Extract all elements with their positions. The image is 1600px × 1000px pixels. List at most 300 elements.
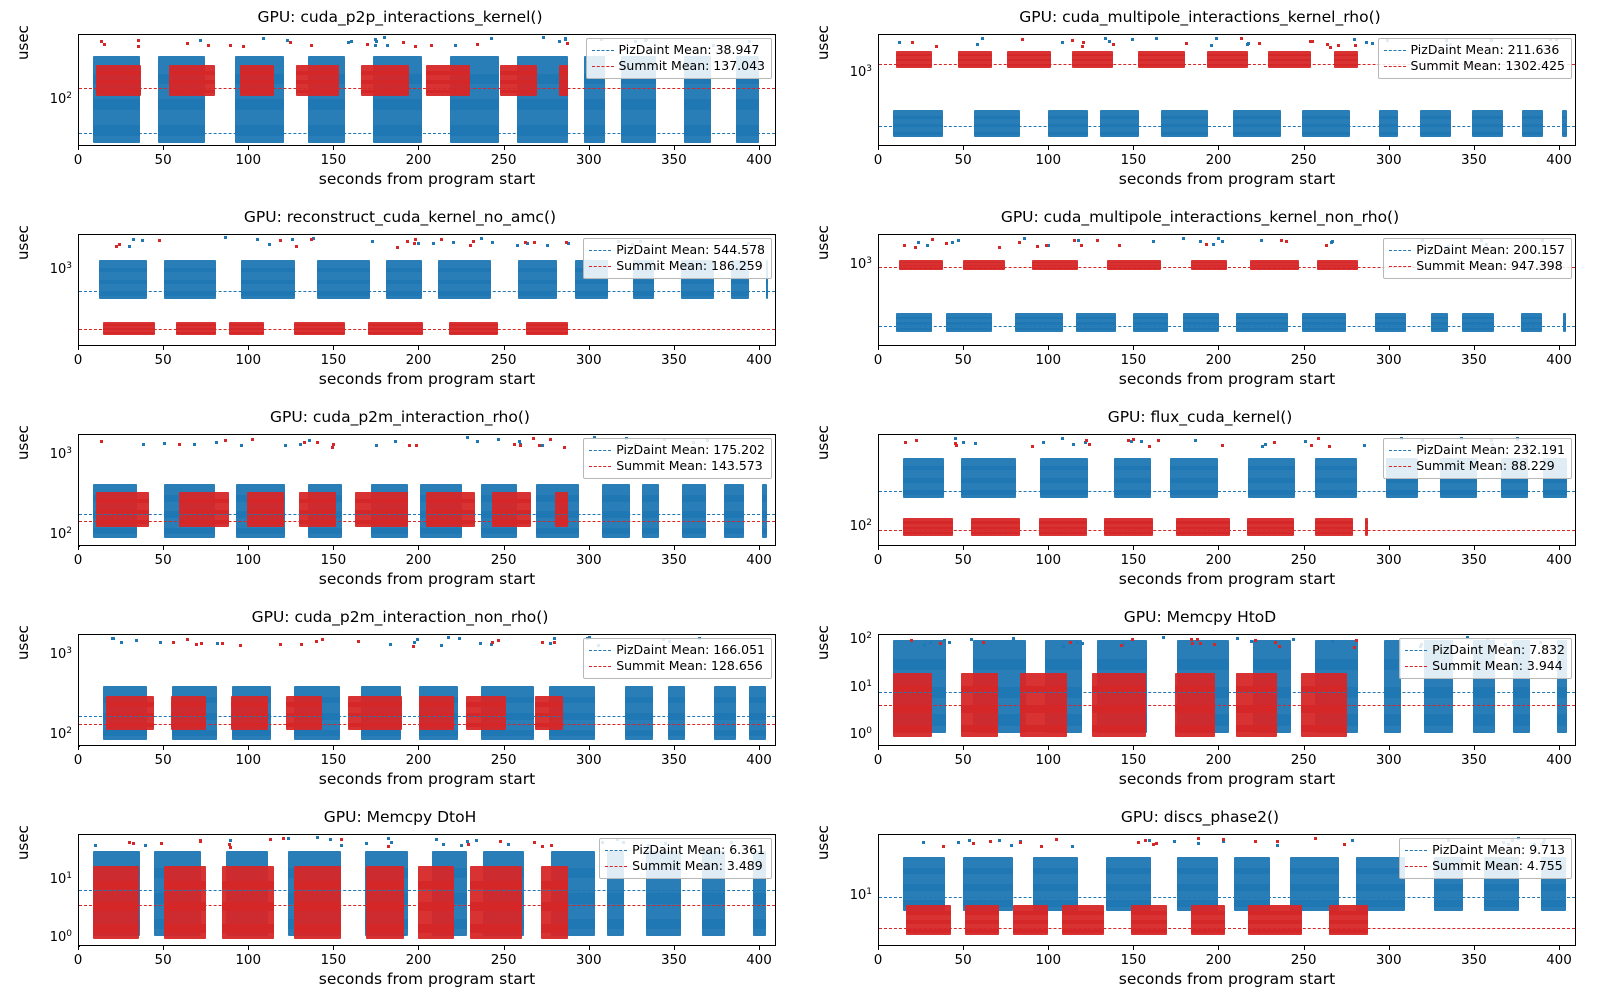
y-tick-label: $10^3$ [49,446,72,463]
outlier-point [1247,42,1250,45]
data-cluster-band [294,881,341,890]
outlier-point [491,641,494,644]
outlier-point [989,840,992,843]
data-cluster-band [308,528,342,534]
chart-panel [800,600,1600,800]
x-tick [963,546,964,550]
outlier-point [375,444,378,447]
data-cluster-band [222,881,274,890]
data-cluster-band [646,893,681,903]
data-cluster-band [903,868,946,874]
x-axis-label: seconds from program start [318,570,536,588]
data-cluster-band [559,90,568,94]
outlier-point [1173,840,1176,843]
data-cluster-band [1329,911,1368,915]
outlier-point [553,637,556,640]
outlier-point [215,441,218,444]
dashed-red-line-icon [589,666,611,667]
data-cluster-band [958,54,992,56]
data-cluster-band [1247,532,1294,534]
chart-panel [800,800,1600,1000]
outlier-point [970,638,973,641]
y-axis-label: usec [814,225,832,260]
outlier-point [962,441,965,444]
data-cluster-band [317,268,370,273]
axes-frame [878,834,1576,946]
x-tick-label: 50 [954,352,972,368]
data-cluster-band [296,90,339,94]
data-cluster-band [1557,714,1567,725]
x-tick-label: 400 [1546,552,1572,568]
x-tick-label: 350 [660,352,687,368]
data-cluster-band [1420,116,1451,119]
legend-item-summit [589,458,765,474]
outlier-point [1328,445,1331,448]
data-cluster-band [1302,317,1346,319]
data-cluster-band [642,495,659,501]
x-tick-label: 300 [1375,152,1402,168]
y-tick-label: $10^1$ [49,870,72,888]
y-tick-label: $10^2$ [49,725,72,742]
x-tick-label: 50 [154,152,172,168]
legend-item-pizdaint [1405,642,1565,658]
data-cluster-band [232,730,271,737]
outlier-point [1278,645,1281,648]
x-tick-label: 400 [746,952,772,968]
outlier-point [968,839,971,842]
outlier-point [350,40,353,43]
outlier-point [239,644,242,647]
data-cluster-band [235,99,283,109]
outlier-point [524,241,527,244]
data-cluster-band [1177,868,1218,874]
outlier-point [310,44,313,47]
data-cluster-band [361,730,401,737]
pizdaint-mean-line [79,514,775,515]
x-tick-label: 300 [575,552,602,568]
data-cluster-band [1384,714,1401,725]
data-cluster-band [1045,659,1082,670]
legend[interactable] [1383,238,1572,279]
outlier-point [1197,842,1200,845]
x-tick [674,146,675,150]
data-cluster-band [93,528,137,534]
data-cluster-band [971,521,1020,523]
outlier-point [1062,645,1065,648]
x-tick-label: 200 [405,152,432,168]
x-tick-label: 350 [660,552,687,568]
outlier-point [137,39,140,42]
data-cluster-band [481,730,534,737]
data-cluster-band [368,332,423,334]
outlier-point [287,837,290,840]
data-cluster-band [965,911,999,915]
data-cluster-band [1522,132,1544,135]
data-cluster-band [1472,116,1503,119]
data-cluster-band [426,499,475,503]
outlier-point [499,840,502,843]
x-tick-label: 400 [746,152,772,168]
legend-item-pizdaint [589,442,765,458]
outlier-point [491,241,494,244]
data-cluster-band [762,495,767,501]
plot-area [849,631,1576,768]
summit-mean-line [79,724,775,725]
data-cluster-band [1015,317,1063,319]
data-cluster-band [1161,132,1208,135]
legend[interactable] [583,238,772,279]
data-cluster-band [893,659,947,670]
data-cluster-band [1104,532,1153,534]
x-tick [878,946,879,950]
x-tick [674,946,675,950]
outlier-point [396,246,399,249]
data-cluster-band [466,702,506,706]
x-tick-label: 250 [490,152,517,168]
x-tick-label: 350 [1460,952,1487,968]
data-cluster-band [247,499,284,503]
data-cluster-band [366,902,405,911]
data-cluster-band [470,902,522,911]
x-tick-label: 300 [575,352,602,368]
panel-title: GPU: cuda_p2p_interactions_kernel() [257,8,543,26]
outlier-point [553,641,556,644]
data-cluster-band [93,902,139,911]
data-cluster-band [299,499,336,503]
pizdaint-mean-line [79,291,775,292]
data-cluster-band [1473,714,1496,725]
data-cluster-band [229,332,264,334]
data-cluster-band [241,280,295,285]
data-cluster-band [1315,527,1353,529]
outlier-point [1148,445,1151,448]
data-cluster-band [903,466,944,471]
x-tick [1474,746,1475,750]
legend-item-pizdaint [589,242,765,258]
legend[interactable] [586,38,773,79]
outlier-point [221,642,224,645]
data-cluster-band [753,919,766,929]
x-tick [1474,546,1475,550]
data-cluster-band [164,280,215,285]
data-cluster-band [906,920,951,924]
dashed-blue-line-icon [592,50,614,51]
panel-title: GPU: reconstruct_cuda_kernel_no_amc() [243,208,557,226]
summit-mean-line [879,705,1575,706]
outlier-point [331,446,334,449]
data-cluster-band [682,495,706,501]
outlier-point [454,44,457,47]
data-cluster-band [438,280,491,285]
outlier-point [1325,244,1328,247]
outlier-point [1343,843,1346,846]
outlier-point [1072,443,1075,446]
data-cluster-band [1013,929,1048,933]
data-cluster-band [236,528,285,534]
data-cluster-band [426,71,470,75]
data-cluster-band [93,881,139,890]
x-tick-label: 0 [73,352,83,368]
x-tick-label: 150 [1120,752,1147,768]
outlier-point [475,839,478,842]
data-cluster-band [1013,911,1048,915]
outlier-point [1254,840,1257,843]
data-cluster-band [1521,322,1542,324]
x-tick [1133,546,1134,550]
x-tick [759,346,760,350]
outlier-point [1310,444,1313,447]
outlier-point [371,240,374,243]
outlier-point [268,243,271,246]
legend[interactable] [1383,438,1572,479]
legend[interactable] [583,438,772,479]
outlier-point [1280,239,1283,242]
data-cluster-band [584,99,605,109]
summit-mean-line [79,521,775,522]
data-cluster-band [1253,659,1291,670]
data-cluster-band [481,528,517,534]
data-cluster-band [1379,132,1398,135]
outlier-point [929,641,932,644]
outlier-point [480,237,483,240]
legend[interactable] [583,638,772,679]
x-tick-label: 250 [1290,352,1317,368]
x-tick [589,546,590,550]
data-cluster-band [1334,59,1358,61]
outlier-point [472,240,475,243]
x-tick-label: 150 [320,152,347,168]
outlier-point [565,241,568,244]
data-cluster-band [559,71,568,75]
data-cluster-band [535,702,563,706]
outlier-point [1354,44,1357,47]
data-cluster-band [164,291,215,296]
data-cluster-band [366,924,405,933]
data-cluster-band [684,99,711,109]
outlier-point [94,844,97,847]
x-tick-label: 200 [405,552,432,568]
outlier-point [1085,439,1088,442]
legend[interactable] [1399,838,1572,879]
data-cluster-band [642,528,659,534]
outlier-point [390,841,393,844]
data-cluster-band [1033,868,1078,874]
y-tick-label: $10^2$ [49,91,72,108]
axes-frame [78,634,776,746]
dashed-blue-line-icon [1384,50,1406,51]
data-cluster-band [1375,328,1407,330]
x-tick [504,946,505,950]
outlier-point [1353,38,1356,41]
legend-label: PizDaint Mean: 38.947 [618,42,760,57]
outlier-point [1144,839,1147,842]
outlier-point [186,42,189,45]
outlier-point [1162,636,1165,639]
x-tick [163,546,164,550]
data-cluster-band [1562,132,1567,135]
legend[interactable] [1378,38,1572,79]
outlier-point [1191,642,1194,645]
outlier-point [1131,38,1134,41]
data-cluster-band [946,317,992,319]
data-cluster-band [1236,317,1288,319]
x-axis-label: seconds from program start [1118,570,1336,588]
outlier-point [159,641,162,644]
outlier-point [1019,841,1022,844]
data-cluster-band [575,280,608,285]
x-tick [418,546,419,550]
data-cluster-band [1062,920,1104,924]
data-cluster-band [1048,116,1088,119]
x-axis-label: seconds from program start [318,770,536,788]
x-tick-label: 150 [320,952,347,968]
x-tick [504,146,505,150]
legend-label: Summit Mean: 137.043 [618,58,765,73]
data-cluster-band [366,881,405,890]
data-cluster-band [974,132,1020,135]
outlier-point [497,438,500,441]
data-cluster-band [169,71,216,75]
outlier-point [447,636,450,639]
data-cluster-band [1431,328,1448,330]
data-cluster-band [903,521,954,523]
data-cluster-band [361,80,409,84]
dashed-blue-line-icon [1405,850,1427,851]
data-cluster-band [1236,725,1277,733]
legend-item-pizdaint [1389,442,1565,458]
outlier-point [1199,642,1202,645]
x-tick [418,146,419,150]
x-tick-label: 0 [873,152,883,168]
x-tick-label: 300 [575,752,602,768]
outlier-point [402,41,405,44]
outlier-point [1073,239,1076,242]
outlier-point [1061,41,1064,44]
data-cluster-band [1329,929,1368,933]
x-tick-label: 0 [873,952,883,968]
outlier-point [549,642,552,645]
outlier-point [1036,245,1039,248]
data-cluster-band [294,332,345,334]
legend[interactable] [599,838,772,879]
x-tick [163,946,164,950]
data-cluster-band [1365,527,1368,529]
legend-label: PizDaint Mean: 6.361 [632,842,765,857]
outlier-point [1084,441,1087,444]
outlier-point [917,241,920,244]
outlier-point [303,441,306,444]
x-tick-label: 400 [746,752,772,768]
data-cluster-band [500,80,538,84]
data-cluster-band [438,291,491,296]
data-cluster-band [1020,725,1067,733]
outlier-point [100,40,103,43]
data-cluster-band [1302,328,1346,330]
outlier-point [1081,642,1084,645]
outlier-point [1055,838,1058,841]
outlier-point [374,44,377,47]
dashed-red-line-icon [1389,466,1411,467]
x-tick-label: 0 [873,752,883,768]
axes-frame [878,34,1576,146]
legend-item-summit [1384,58,1565,74]
outlier-point [195,643,198,646]
data-cluster-band [361,90,409,94]
data-cluster-band [946,322,992,324]
x-tick [589,946,590,950]
data-cluster-band [294,730,340,737]
data-cluster-band [633,291,654,296]
outlier-point [207,44,210,47]
outlier-point [1096,239,1099,242]
data-cluster-band [450,99,499,109]
pizdaint-mean-line [879,692,1575,693]
outlier-point [414,45,417,48]
data-cluster-band [1176,521,1230,523]
data-cluster-band [176,332,216,334]
x-tick [878,146,879,150]
data-cluster-band [99,291,147,296]
data-cluster-band [1138,59,1185,61]
x-tick-label: 200 [1205,152,1232,168]
outlier-point [945,242,948,245]
data-cluster-band [449,324,498,326]
outlier-point [1222,838,1225,841]
outlier-point [943,639,946,642]
legend[interactable] [1399,638,1572,679]
data-cluster-band [1015,328,1063,330]
outlier-point [1127,439,1130,442]
x-tick [78,146,79,150]
plot-area [849,234,1576,368]
data-cluster-band [1131,929,1167,933]
data-cluster-band [1114,478,1152,483]
dashed-red-line-icon [1384,66,1406,67]
data-cluster-band [1040,478,1089,483]
data-cluster-band [1302,132,1350,135]
data-cluster-band [1379,116,1398,119]
outlier-point [458,637,461,640]
y-axis-label: usec [814,25,832,60]
x-tick [1389,146,1390,150]
data-cluster-band [470,881,522,890]
data-cluster-band [1375,317,1407,319]
legend-label: Summit Mean: 1302.425 [1410,58,1565,73]
outlier-point [1212,243,1215,246]
x-tick-label: 100 [1035,352,1062,368]
pizdaint-mean-line [879,126,1575,127]
outlier-point [440,644,443,647]
x-tick-label: 100 [235,152,262,168]
x-tick-label: 300 [1375,552,1402,568]
x-tick [963,946,964,950]
data-cluster-band [541,924,568,933]
data-cluster-band [903,478,944,483]
x-tick-label: 0 [873,552,883,568]
data-cluster-band [899,262,943,264]
data-cluster-band [1170,478,1219,483]
data-cluster-band [164,924,206,933]
x-tick-label: 100 [1035,552,1062,568]
data-cluster-band [893,725,932,733]
x-tick-label: 300 [575,952,602,968]
data-cluster-band [106,702,154,706]
data-cluster-band [1302,322,1346,324]
outlier-point [1260,239,1263,242]
x-tick [589,346,590,350]
outlier-point [132,842,135,845]
data-cluster-band [426,90,470,94]
